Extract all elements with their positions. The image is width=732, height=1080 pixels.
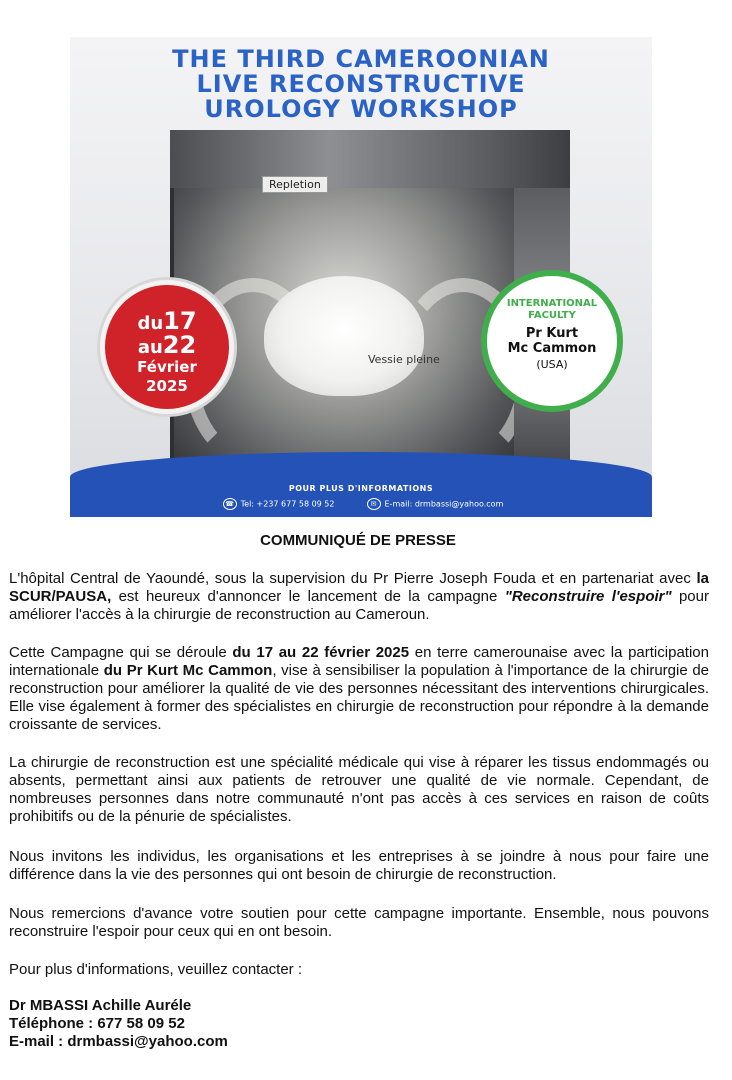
poster-title-line1: THE THIRD CAMEROONIAN — [172, 45, 550, 73]
xray-strip — [170, 130, 570, 188]
contact-phone: Téléphone : 677 58 09 52 — [9, 1015, 185, 1032]
footer-email: E-mail: drmbassi@yahoo.com — [384, 499, 504, 509]
paragraph-thanks: Nous remercions d'avance votre soutien pour cette campagne importante. Ensemble, nous pouvons reconstruire l'espoir pour ceux qui en ont besoin. — [9, 905, 709, 940]
xray-label-vessie: Vessie pleine — [368, 353, 440, 366]
date-end-line: au22 — [137, 331, 197, 359]
phone-icon: ☎ — [223, 498, 237, 510]
footer-tel: Tel: +237 677 58 09 52 — [240, 499, 335, 509]
press-release-heading: COMMUNIQUÉ DE PRESSE — [260, 532, 456, 549]
poster-title-line2: LIVE RECONSTRUCTIVE — [196, 70, 526, 98]
contact-name: Dr MBASSI Achille Auréle — [9, 997, 192, 1014]
paragraph-campaign: Cette Campagne qui se déroule du 17 au 22 février 2025 en terre camerounaise avec la participation internationale du Pr Kurt Mc Cammon, vise à sensibiliser la population à l'importance de la chirurgie de reconstruction pour améliorer la qualité de vie des personnes nécessitant des interventions chirurgicales. Elle vise également à former des spécialistes en chirurgie de reconstruction pour répondre à la demande croissante de services. — [9, 644, 709, 733]
poster-title — [70, 47, 652, 122]
footer-contact — [70, 498, 652, 510]
faculty-label: INTERNATIONAL FACULTY — [506, 298, 598, 321]
faculty-badge — [481, 270, 623, 412]
paragraph-reconstruction: La chirurgie de reconstruction est une spécialité médicale qui vise à réparer les tissus endommagés ou absents, permettant ainsi aux patients de retrouver une qualité de vie normale. Cependant, de nombreuses personnes dans notre communauté n'ont pas accès à ces services en raison de coûts prohibitifs ou de la pénurie de spécialistes. — [9, 754, 709, 825]
date-month: Février — [137, 358, 197, 376]
faculty-name: Pr Kurt Mc Cammon — [507, 326, 597, 356]
email-icon: ✉ — [367, 498, 381, 510]
workshop-poster — [70, 37, 652, 517]
faculty-country: (USA) — [536, 358, 568, 371]
poster-title-line3: UROLOGY WORKSHOP — [204, 95, 518, 123]
bladder-shape — [264, 276, 424, 396]
paragraph-invitation: Nous invitons les individus, les organisations et les entreprises à se joindre à nous pour faire une différence dans la vie des personnes qui ont besoin de chirurgie de reconstruction. — [9, 848, 709, 883]
xray-label-repletion: Repletion — [262, 176, 328, 193]
paragraph-contact-intro: Pour plus d'informations, veuillez contacter : — [9, 961, 303, 978]
date-start-line: du17 — [137, 307, 197, 335]
contact-email: E-mail : drmbassi@yahoo.com — [9, 1033, 228, 1050]
date-badge — [100, 280, 234, 414]
paragraph-intro: L'hôpital Central de Yaoundé, sous la supervision du Pr Pierre Joseph Fouda et en partenariat avec la SCUR/PAUSA, est heureux d'annoncer le lancement de la campagne "Reconstruire l'espoir" pour améliorer l'accès à la chirurgie de reconstruction au Cameroun. — [9, 570, 709, 623]
footer-title: POUR PLUS D'INFORMATIONS — [288, 484, 434, 493]
date-year: 2025 — [146, 377, 188, 395]
